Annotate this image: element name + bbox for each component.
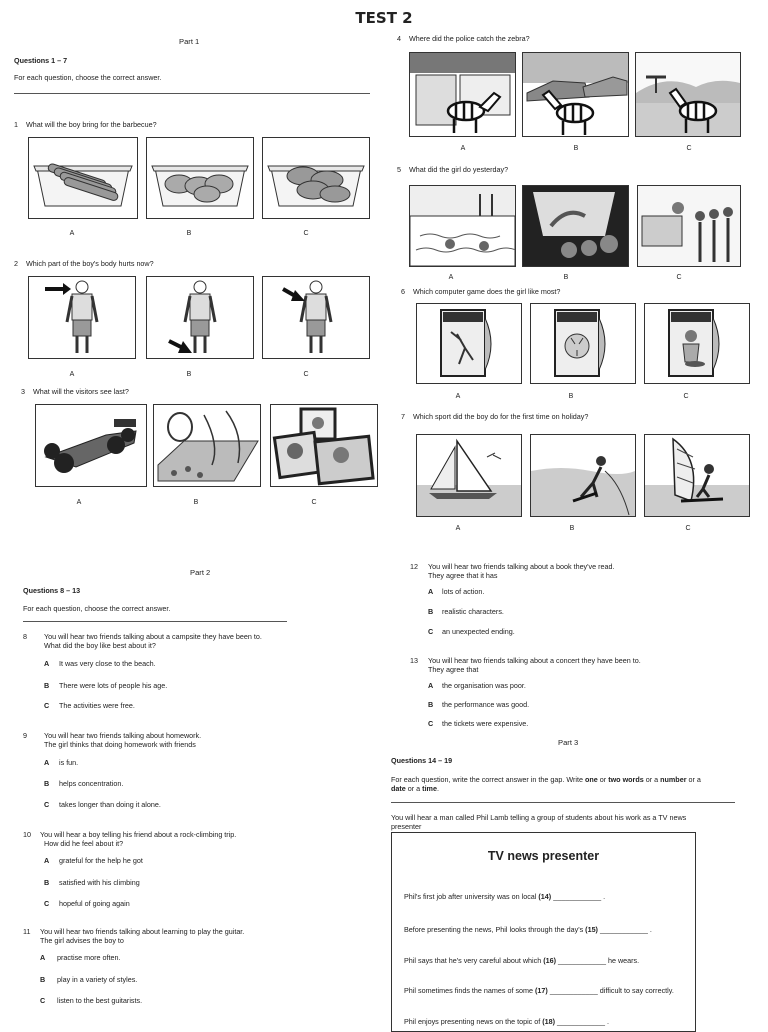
q4-label-c: C: [686, 145, 692, 152]
q1-number: 1: [14, 120, 18, 129]
note-18-number: (18): [542, 1017, 556, 1026]
q7-label-a: A: [455, 525, 461, 532]
q5-text: What did the girl do yesterday?: [409, 165, 509, 174]
q3-question: [21, 387, 129, 396]
q8-line2: What did the boy like best about it?: [44, 641, 156, 650]
q10-option-a[interactable]: grateful for the help he got: [59, 856, 143, 865]
q7-option-c-image[interactable]: [644, 434, 750, 517]
note-14-text: Phil's first job after university was on local: [404, 892, 539, 901]
q10-letter-c: C: [44, 899, 50, 908]
swimming-pool-icon: [410, 186, 515, 266]
part3-instr-pre: For each question, write the correct answer in the gap. Write: [391, 775, 586, 784]
q9-option-c[interactable]: takes longer than doing it alone.: [59, 800, 161, 809]
note-14-number: (14): [538, 892, 552, 901]
q6-label-a: A: [455, 393, 461, 400]
boy-shoulder-icon: [29, 277, 135, 358]
q10-line2: How did he feel about it?: [44, 839, 124, 848]
q7-label-b: B: [569, 525, 575, 532]
q12-letter-c: C: [428, 627, 434, 636]
racing-car-icon: [36, 405, 146, 486]
q2-option-a-image[interactable]: [28, 276, 136, 359]
q8-option-a[interactable]: It was very close to the beach.: [59, 659, 156, 668]
q5-label-b: B: [563, 274, 569, 281]
q12-line2: They agree that it has: [428, 571, 498, 580]
chicken-legs-tray-icon: [147, 138, 253, 218]
q8-number: 8: [23, 632, 27, 641]
gap-17[interactable]: ____________ difficult to say correctly.: [547, 986, 674, 995]
q1-question: [14, 120, 157, 129]
q7-question: [401, 412, 588, 421]
part1-instruction: For each question, choose the correct answer.: [14, 73, 162, 82]
framed-photos-icon: [271, 405, 377, 486]
q1-label-a: A: [69, 230, 75, 237]
q9-letter-b: B: [44, 779, 50, 788]
note-17-number: (17): [535, 986, 548, 995]
q5-question: [397, 165, 508, 174]
q6-option-b-image[interactable]: [530, 303, 636, 384]
q1-text: What will the boy bring for the barbecue?: [26, 120, 157, 129]
q8-line1: You will hear two friends talking about a campsite they have been to.: [44, 632, 262, 641]
q5-option-a-image[interactable]: [409, 185, 516, 267]
q6-question: [401, 287, 560, 296]
gap-16[interactable]: ____________ he wears.: [556, 956, 640, 965]
q5-label-c: C: [676, 274, 682, 281]
part3-questions-label: Questions 14 – 19: [391, 756, 453, 765]
q10-letter-a: A: [44, 856, 50, 865]
q8-option-c[interactable]: The activities were free.: [59, 701, 135, 710]
q11-number: 11: [23, 927, 31, 936]
q12-letter-b: B: [428, 607, 434, 616]
q13-number: 13: [410, 656, 418, 665]
q4-question: [397, 34, 530, 43]
part3-instruction-line2: [391, 784, 439, 793]
dance-game-case-icon: [417, 304, 521, 383]
part3-intro-line1: You will hear a man called Phil Lamb telling a group of students about his work as a TV news: [391, 813, 687, 822]
tiger-game-case-icon: [531, 304, 635, 383]
q12-option-b[interactable]: realistic characters.: [442, 607, 504, 616]
q1-label-c: C: [303, 230, 309, 237]
q13-letter-c: C: [428, 719, 434, 728]
q12-option-a[interactable]: lots of action.: [442, 587, 485, 596]
part3-instr-number: number: [660, 775, 687, 784]
q4-number: 4: [397, 34, 401, 43]
note-15-text: Before presenting the news, Phil looks through the day's: [404, 925, 586, 934]
q12-number: 12: [410, 562, 418, 571]
q4-label-a: A: [460, 145, 466, 152]
part3-instr-or2: or a: [643, 775, 661, 784]
q10-line1: You will hear a boy telling his friend about a rock-climbing trip.: [40, 830, 237, 839]
note-18: [404, 1017, 609, 1026]
q7-label-c: C: [685, 525, 691, 532]
q6-option-a-image[interactable]: [416, 303, 522, 384]
gap-15[interactable]: ____________ .: [597, 925, 652, 934]
q3-option-c-image[interactable]: [270, 404, 378, 487]
q6-number: 6: [401, 287, 405, 296]
note-14: [404, 892, 605, 901]
part3-instr-or4: or a: [405, 784, 423, 793]
q8-letter-b: B: [44, 681, 50, 690]
gap-14[interactable]: ____________ .: [551, 892, 606, 901]
sausages-tray-icon: [29, 138, 137, 218]
q11-letter-a: A: [40, 953, 46, 962]
q2-option-c-image[interactable]: [262, 276, 370, 359]
waterskiing-icon: [531, 435, 635, 516]
note-17-text: Phil sometimes finds the names of some: [404, 986, 536, 995]
boy-foot-icon: [147, 277, 253, 358]
q6-text: Which computer game does the girl like most?: [413, 287, 561, 296]
q13-option-a[interactable]: the organisation was poor.: [442, 681, 526, 690]
q3-label-b: B: [193, 499, 199, 506]
burgers-tray-icon: [263, 138, 369, 218]
q8-option-b[interactable]: There were lots of people his age.: [59, 681, 168, 690]
q1-option-a-image[interactable]: [28, 137, 138, 219]
part1-questions-label: Questions 1 – 7: [14, 56, 68, 65]
note-15: [404, 925, 652, 934]
part3-instruction-line1: [391, 775, 701, 784]
gap-18[interactable]: ____________ .: [555, 1017, 610, 1026]
q9-letter-a: A: [44, 758, 50, 767]
q10-option-c[interactable]: hopeful of going again: [59, 899, 130, 908]
q5-number: 5: [397, 165, 401, 174]
q2-label-b: B: [186, 371, 192, 378]
q9-line2: The girl thinks that doing homework with friends: [44, 740, 196, 749]
q10-letter-b: B: [44, 878, 50, 887]
q13-line2: They agree that: [428, 665, 479, 674]
q8-letter-a: A: [44, 659, 50, 668]
part3-intro-line2: presenter: [391, 822, 422, 831]
zebra-savanna-icon: [636, 53, 740, 136]
part3-divider: [391, 802, 735, 803]
q3-option-b-image[interactable]: [153, 404, 261, 487]
notes-title: TV news presenter: [487, 849, 600, 863]
note-18-text: Phil enjoys presenting news on the topic of: [404, 1017, 543, 1026]
q1-option-c-image[interactable]: [262, 137, 370, 219]
q3-text: What will the visitors see last?: [33, 387, 129, 396]
q3-number: 3: [21, 387, 25, 396]
part3-instr-or1: or: [597, 775, 609, 784]
boy-arm-icon: [263, 277, 369, 358]
notes-box: [391, 832, 696, 1032]
q6-label-c: C: [683, 393, 689, 400]
q4-option-a-image[interactable]: [409, 52, 516, 137]
q13-letter-b: B: [428, 700, 434, 709]
cinema-icon: [523, 186, 628, 266]
zebra-car-park-icon: [523, 53, 628, 136]
q7-option-a-image[interactable]: [416, 434, 522, 517]
q2-question: [14, 259, 154, 268]
q11-line2: The girl advises the boy to: [40, 936, 124, 945]
part3-instr-end: .: [436, 784, 439, 793]
q11-option-b[interactable]: play in a variety of styles.: [57, 975, 138, 984]
note-16: [404, 956, 639, 965]
part3-instr-date: date: [391, 784, 406, 793]
q13-line1: You will hear two friends talking about a concert they have been to.: [428, 656, 641, 665]
q4-option-c-image[interactable]: [635, 52, 741, 137]
q11-line1: You will hear two friends talking about learning to play the guitar.: [40, 927, 245, 936]
sailing-icon: [417, 435, 521, 516]
note-16-number: (16): [543, 956, 556, 965]
q9-number: 9: [23, 731, 27, 740]
part3-instr-time: time: [422, 784, 437, 793]
part2-divider: [23, 621, 287, 622]
q13-option-c[interactable]: the tickets were expensive.: [442, 719, 529, 728]
part3-instr-or3: or a: [686, 775, 701, 784]
part1-divider: [14, 93, 370, 94]
q2-text: Which part of the boy's body hurts now?: [26, 259, 154, 268]
part1-heading: Part 1: [179, 37, 200, 46]
part2-heading: Part 2: [190, 568, 211, 577]
museum-visit-icon: [638, 186, 740, 266]
part3-heading: Part 3: [558, 738, 579, 747]
q4-text: Where did the police catch the zebra?: [409, 34, 530, 43]
q13-letter-a: A: [428, 681, 434, 690]
q7-number: 7: [401, 412, 405, 421]
q1-label-b: B: [186, 230, 192, 237]
q8-letter-c: C: [44, 701, 50, 710]
note-17: [404, 986, 674, 995]
q11-option-c[interactable]: listen to the best guitarists.: [57, 996, 143, 1005]
q3-label-c: C: [311, 499, 317, 506]
q9-letter-c: C: [44, 800, 50, 809]
part2-instruction: For each question, choose the correct answer.: [23, 604, 171, 613]
q2-option-b-image[interactable]: [146, 276, 254, 359]
q4-option-b-image[interactable]: [522, 52, 629, 137]
q10-number: 10: [23, 830, 31, 839]
q3-label-a: A: [76, 499, 82, 506]
q9-option-a[interactable]: is fun.: [59, 758, 79, 767]
note-15-number: (15): [585, 925, 598, 934]
q11-letter-c: C: [40, 996, 46, 1005]
part3-instr-one: one: [585, 775, 598, 784]
q9-line1: You will hear two friends talking about homework.: [44, 731, 202, 740]
q2-number: 2: [14, 259, 18, 268]
note-16-text: Phil says that he's very careful about which: [404, 956, 544, 965]
q1-option-b-image[interactable]: [146, 137, 254, 219]
q7-option-b-image[interactable]: [530, 434, 636, 517]
cooking-game-case-icon: [645, 304, 749, 383]
q7-text: Which sport did the boy do for the first time on holiday?: [413, 412, 589, 421]
windsurfing-icon: [645, 435, 749, 516]
q9-option-b[interactable]: helps concentration.: [59, 779, 124, 788]
q4-label-b: B: [573, 145, 579, 152]
part2-questions-label: Questions 8 – 13: [23, 586, 81, 595]
q5-option-b-image[interactable]: [522, 185, 629, 267]
q12-letter-a: A: [428, 587, 434, 596]
q6-option-c-image[interactable]: [644, 303, 750, 384]
q5-option-c-image[interactable]: [637, 185, 741, 267]
q12-line1: You will hear two friends talking about a book they've read.: [428, 562, 615, 571]
q5-label-a: A: [448, 274, 454, 281]
q11-option-a[interactable]: practise more often.: [57, 953, 121, 962]
zebra-shop-icon: [410, 53, 515, 136]
q6-label-b: B: [568, 393, 574, 400]
q12-option-c[interactable]: an unexpected ending.: [442, 627, 515, 636]
part3-instr-two: two words: [608, 775, 644, 784]
page-title: TEST 2: [355, 9, 413, 27]
q11-letter-b: B: [40, 975, 46, 984]
q10-option-b[interactable]: satisfied with his climbing: [59, 878, 140, 887]
q13-option-b[interactable]: the performance was good.: [442, 700, 530, 709]
q2-label-c: C: [303, 371, 309, 378]
q3-option-a-image[interactable]: [35, 404, 147, 487]
q2-label-a: A: [69, 371, 75, 378]
jewellery-display-icon: [154, 405, 260, 486]
